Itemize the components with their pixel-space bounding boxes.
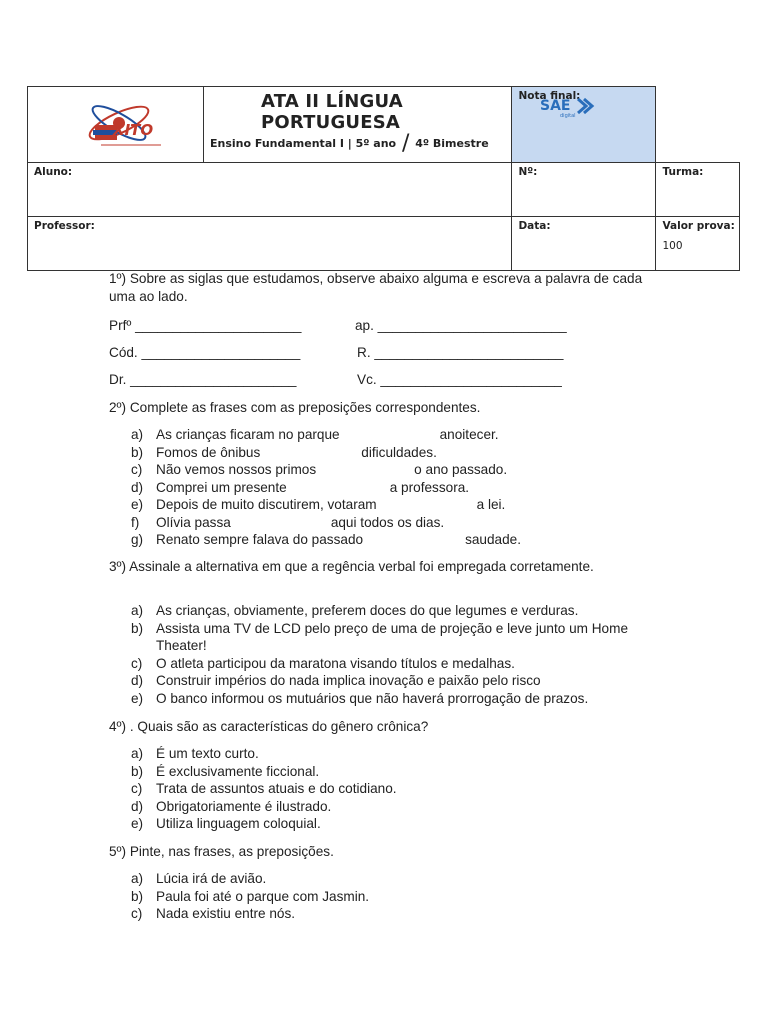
sae-logo-icon xyxy=(540,95,596,119)
q2-letter: e) xyxy=(131,497,144,512)
q3-option[interactable] xyxy=(109,620,657,655)
q4-letter: a) xyxy=(131,746,144,761)
q3-option[interactable] xyxy=(109,655,657,673)
q5-letter: c) xyxy=(131,906,143,921)
q2-letter: d) xyxy=(131,479,144,495)
q2-list xyxy=(109,426,657,549)
q5-item-text: Lúcia irá de avião. xyxy=(156,871,267,886)
professor-cell[interactable] xyxy=(28,217,512,271)
header-table xyxy=(27,86,740,271)
q1-item-right-1[interactable]: ap. _________________________ xyxy=(355,318,567,333)
q4-option[interactable] xyxy=(109,745,657,763)
q4-option-text: Trata de assuntos atuais e do cotidiano. xyxy=(156,781,397,796)
q4-letter: c) xyxy=(131,781,143,796)
q2-item xyxy=(109,426,657,444)
q4-option[interactable] xyxy=(109,798,657,816)
q5-item-text: Nada existiu entre nós. xyxy=(156,906,296,921)
q1-item-left-2[interactable]: Cód. _____________________ xyxy=(109,345,301,360)
q5-item[interactable] xyxy=(109,905,657,923)
turma-cell[interactable] xyxy=(656,163,740,217)
q5-text: 5º) Pinte, nas frases, as preposições. xyxy=(109,844,334,859)
q5-letter: b) xyxy=(131,888,144,904)
numero-label: Nº: xyxy=(518,166,538,178)
q2-letter: a) xyxy=(131,427,144,442)
q3-letter: c) xyxy=(131,655,143,671)
data-cell[interactable] xyxy=(512,217,656,271)
q2-item-end: dificuldades. xyxy=(361,444,437,460)
valor-prova-value: 100 xyxy=(662,240,683,252)
q4-list xyxy=(109,745,657,833)
q2-block xyxy=(109,399,657,417)
q3-letter: a) xyxy=(131,603,144,618)
q3-letter: e) xyxy=(131,690,144,706)
valor-prova-cell xyxy=(656,217,740,271)
q2-item-end: anoitecer. xyxy=(439,427,499,442)
q4-text: 4º) . Quais são as características do gênero crônica? xyxy=(109,719,429,734)
q1-item-right-2[interactable]: R. _________________________ xyxy=(357,345,564,360)
q2-item xyxy=(109,514,657,532)
q4-letter: d) xyxy=(131,798,144,814)
q3-option-text: Construir impérios do nada implica inovação e paixão pelo risco xyxy=(156,673,541,688)
q3-letter: d) xyxy=(131,673,144,688)
q2-item-end: aqui todos os dias. xyxy=(330,514,445,530)
q5-item[interactable] xyxy=(109,888,657,906)
q5-letter: a) xyxy=(131,871,144,886)
q3-option[interactable] xyxy=(109,602,657,620)
q2-item-end: o ano passado. xyxy=(414,462,508,477)
sae-logo xyxy=(540,95,596,123)
q2-letter: c) xyxy=(131,462,143,477)
subtitle xyxy=(210,131,489,156)
q4-option[interactable] xyxy=(109,815,657,833)
q2-letter: f) xyxy=(131,514,140,530)
q2-item-text: Fomos de ônibus xyxy=(156,444,261,460)
q4-block xyxy=(109,718,657,736)
q2-letter: b) xyxy=(131,444,144,460)
q1-item-left-1[interactable]: Prfº ______________________ xyxy=(109,318,302,333)
q2-item-end: a professora. xyxy=(389,479,470,495)
q4-letter: e) xyxy=(131,816,144,831)
logo-cell xyxy=(28,87,204,163)
q4-option[interactable] xyxy=(109,780,657,798)
q2-item-text: Depois de muito discutirem, votaram xyxy=(156,497,377,512)
q2-item xyxy=(109,496,657,514)
aluno-label: Aluno: xyxy=(34,166,73,178)
q1-item-right-3[interactable]: Vc. ________________________ xyxy=(357,372,562,387)
q3-option-text: Assista uma TV de LCD pelo preço de uma de projeção e leve junto um Home Theater! xyxy=(156,620,629,653)
q5-item-text: Paula foi até o parque com Jasmin. xyxy=(156,888,370,904)
q2-item xyxy=(109,531,657,549)
q4-option-text: É exclusivamente ficcional. xyxy=(156,763,320,779)
sae-text: SAE xyxy=(540,98,571,114)
q2-item xyxy=(109,461,657,479)
exam-body xyxy=(109,270,657,305)
q1-item-left-3[interactable]: Dr. ______________________ xyxy=(109,372,297,387)
q2-item-text: Comprei um presente xyxy=(156,479,287,495)
q5-list xyxy=(109,870,657,923)
q5-block xyxy=(109,843,657,861)
q1-text: 1º) Sobre as siglas que estudamos, observe abaixo alguma e escreva a palavra de cada uma ao lado. xyxy=(109,271,643,304)
sae-sub-text: digital xyxy=(560,113,576,119)
q2-text: 2º) Complete as frases com as preposições correspondentes. xyxy=(109,400,481,415)
subtitle-slash: / xyxy=(401,131,410,156)
q3-option[interactable] xyxy=(109,672,657,690)
data-label: Data: xyxy=(518,220,551,232)
q3-block xyxy=(109,558,657,576)
subtitle-grade: Ensino Fundamental I | 5º ano xyxy=(210,137,397,150)
valor-prova-label: Valor prova: xyxy=(662,220,735,232)
q5-item[interactable] xyxy=(109,870,657,888)
numero-cell[interactable] xyxy=(512,163,656,217)
q3-letter: b) xyxy=(131,620,144,636)
q2-item-text: Olívia passa xyxy=(156,514,231,530)
q2-item xyxy=(109,479,657,497)
q3-option-text: O atleta participou da maratona visando títulos e medalhas. xyxy=(156,655,515,671)
nota-final-label: Nota final: xyxy=(518,90,581,102)
q2-item-end: saudade. xyxy=(465,532,521,547)
q3-text: 3º) Assinale a alternativa em que a regência verbal foi empregada corretamente. xyxy=(109,559,594,574)
page-title: ATA II LÍNGUA PORTUGUESA xyxy=(261,91,403,133)
subtitle-term: 4º Bimestre xyxy=(415,137,489,150)
q3-list xyxy=(109,602,657,707)
q2-item-text: As crianças ficaram no parque xyxy=(156,427,340,442)
q2-item xyxy=(109,444,657,462)
logo-text: XITO xyxy=(113,121,154,139)
q4-option-text: É um texto curto. xyxy=(156,746,259,761)
q4-option-text: Obrigatoriamente é ilustrado. xyxy=(156,798,332,814)
q2-item-text: Renato sempre falava do passado xyxy=(156,532,364,547)
q2-item-text: Não vemos nossos primos xyxy=(156,462,317,477)
q2-letter: g) xyxy=(131,532,144,547)
q4-letter: b) xyxy=(131,763,144,779)
q3-option-text: As crianças, obviamente, preferem doces do que legumes e verduras. xyxy=(156,603,579,618)
school-logo-icon xyxy=(81,95,181,155)
q2-item-end: a lei. xyxy=(476,497,506,512)
aluno-cell[interactable] xyxy=(28,163,512,217)
turma-label: Turma: xyxy=(662,166,704,178)
q3-option-text: O banco informou os mutuários que não haverá prorrogação de prazos. xyxy=(156,690,589,706)
q3-option[interactable] xyxy=(109,690,657,708)
q4-option[interactable] xyxy=(109,763,657,781)
q4-option-text: Utiliza linguagem coloquial. xyxy=(156,816,321,831)
professor-label: Professor: xyxy=(34,220,95,232)
